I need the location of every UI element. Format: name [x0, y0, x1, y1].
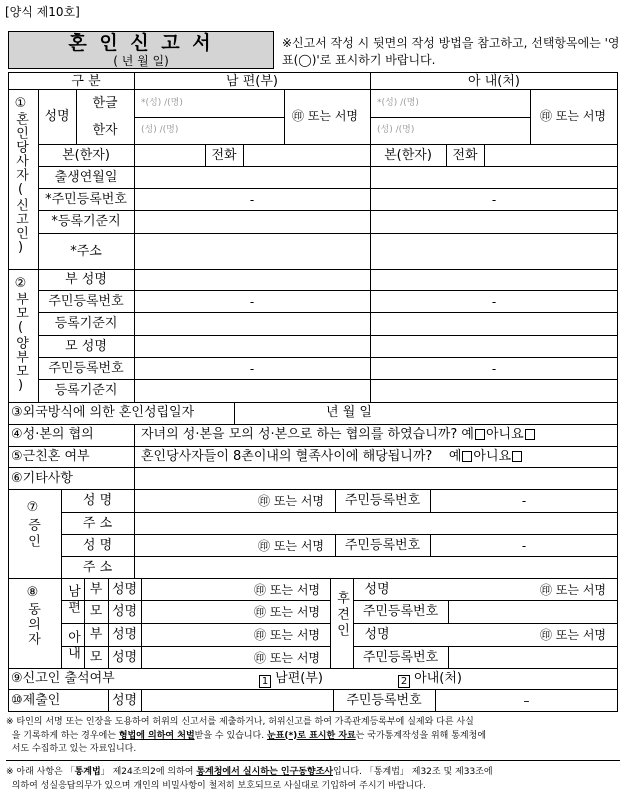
footer-note-penalty: ※ 타인의 서명 또는 인장을 도용하여 허위의 신고서를 제출하거나, 허위신고를 하여 가족관계등록부에 실제와 다른 사실 을 기록하게 하는 경우에는 형법에 의하여 처벌받을 수 있습니다. 눈표(*)로 표시한 자료는 국가통계작성을 위해 통계청에 서도 수집하고 있는 자료입니다.: [6, 717, 487, 754]
mother-wife-rrn-dash: -: [491, 362, 497, 376]
header-husband: 남 편(부): [226, 74, 278, 89]
foreign-marriage-date[interactable]: 년 월 일: [326, 405, 372, 420]
guardian2-name-label: 성명: [364, 627, 390, 642]
consanguinity-yes-checkbox[interactable]: [462, 451, 472, 462]
section8-label: ⑧동의자: [25, 585, 40, 647]
witness1-name-label: 성 명: [82, 493, 113, 508]
s1-addr-label: *주소: [70, 244, 102, 259]
father-husband-rrn-dash: -: [249, 295, 255, 309]
witness2-addr-label: 주 소: [82, 560, 113, 575]
mother-husband-rrn-dash: -: [249, 362, 255, 376]
consent-hm-name-label: 성명: [111, 604, 138, 619]
husband-hangul-field[interactable]: *(성) /(명): [141, 98, 183, 108]
witness2-rrn-dash: -: [521, 539, 527, 553]
s1-rrn-label: *주민등록번호: [45, 192, 127, 207]
guardian1-seal[interactable]: ㊞ 또는 서명: [540, 583, 606, 597]
wife-rrn-dash: -: [491, 193, 497, 207]
guardian2-rrn-label: 주민등록번호: [362, 650, 439, 665]
surname-agreement-question: 자녀의 성·본을 모의 성·본으로 하는 협의를 하였습니까? 예 아니요: [141, 428, 536, 441]
section2-label: ②부모(양부모): [13, 276, 28, 394]
section7-label: ⑦증인: [25, 500, 40, 550]
wife-phone-label: 전화: [452, 148, 478, 163]
consanguinity-question: 혼인당사자들이 8촌이내의 혈족사이에 해당됩니까? 예 아니요: [141, 450, 523, 463]
form-title: 혼 인 신 고 서: [68, 32, 214, 54]
wife-hanja-field[interactable]: (성) /(명): [377, 125, 415, 135]
witness1-seal[interactable]: ㊞ 또는 서명: [258, 494, 324, 508]
footer-note-statistics: ※ 아래 사항은 「통계법」 제24조의2에 의하여 통계청에서 실시하는 인구동향조사입니다. 「통계법」 제32조 및 제33조에 의하여 성실응답의무가 있으며 개인의 비밀사항이 철저히 보호되므로 사실대로 기입하여 주시기 바랍니다.: [6, 767, 493, 791]
guardian1-label: 후견인: [334, 591, 349, 639]
consent-wm-seal[interactable]: ㊞ 또는 서명: [254, 651, 320, 665]
title-box: [8, 31, 274, 69]
father-wife-rrn-dash: -: [491, 295, 497, 309]
consent-hf-label: 부: [89, 582, 103, 597]
s2-father-label: 부 성명: [65, 272, 107, 287]
wife-seal[interactable]: ㊞ 또는 서명: [540, 109, 606, 123]
section6-label: ⑥기타사항: [11, 471, 73, 486]
consent-wife-label: 아내: [65, 630, 80, 662]
witness1-rrn-label: 주민등록번호: [344, 493, 421, 508]
consent-hm-seal[interactable]: ㊞ 또는 서명: [254, 605, 320, 619]
witness2-rrn-label: 주민등록번호: [344, 538, 421, 553]
consent-hf-name-label: 성명: [111, 582, 138, 597]
consent-wf-label: 부: [89, 627, 103, 642]
footer-divider: [6, 760, 620, 761]
wife-hangul-field[interactable]: *(성) /(명): [377, 98, 419, 108]
s1-hanja-label: 한자: [92, 123, 118, 138]
section1-label: ①혼인당사자(신고인): [13, 96, 28, 256]
submitter-rrn-label: 주민등록번호: [346, 693, 422, 708]
guardian2-seal[interactable]: ㊞ 또는 서명: [540, 628, 606, 642]
s1-hangul-label: 한글: [92, 96, 118, 111]
consent-husband-label: 남편: [65, 584, 80, 616]
witness2-seal[interactable]: ㊞ 또는 서명: [258, 539, 324, 553]
s2-mother-rrn-label: 주민등록번호: [48, 361, 124, 376]
guardian1-rrn-label: 주민등록번호: [362, 604, 439, 619]
section10-label: ⑩제출인: [11, 693, 61, 708]
submitter-name-label: 성명: [111, 693, 138, 708]
notice-text: ※신고서 작성 시 뒷면의 작성 방법을 참고하고, 선택항목에는 '영표(◯)'로 표시하기 바랍니다.: [282, 36, 620, 67]
witness2-name-label: 성 명: [82, 538, 113, 553]
husband-phone-label: 전화: [211, 148, 237, 163]
s1-bon-label: 본(한자): [62, 148, 110, 163]
section4-label: ④성·본의 협의: [11, 427, 94, 442]
witness1-rrn-dash: -: [521, 494, 527, 508]
wife-bon-label: 본(한자): [384, 148, 432, 163]
section3-label: ③외국방식에 의한 혼인성립일자: [11, 405, 195, 420]
header-wife: 아 내(처): [468, 74, 520, 89]
section9-label: ⑨신고인 출석여부: [11, 671, 115, 686]
s1-reg-label: *등록기준지: [51, 214, 121, 229]
consent-wm-label: 모: [89, 650, 103, 665]
consent-hf-seal[interactable]: ㊞ 또는 서명: [254, 583, 320, 597]
s2-father-reg-label: 등록기준지: [54, 316, 118, 331]
attendance-option-wife[interactable]: 2 아내(처): [398, 672, 462, 688]
s2-father-rrn-label: 주민등록번호: [48, 294, 124, 309]
form-number: [양식 제10호]: [5, 5, 80, 19]
surname-agreement-yes-checkbox[interactable]: [475, 429, 485, 440]
section5-label: ⑤근친혼 여부: [11, 449, 90, 464]
s1-name-label: 성명: [44, 109, 70, 124]
husband-hanja-field[interactable]: (성) /(명): [141, 125, 179, 135]
consent-wf-seal[interactable]: ㊞ 또는 서명: [254, 628, 320, 642]
husband-rrn-dash: -: [249, 193, 255, 207]
attendance-option-husband[interactable]: 1 남편(부): [259, 672, 323, 688]
witness1-addr-label: 주 소: [82, 516, 113, 531]
submitter-rrn-dash: –: [523, 694, 530, 708]
consent-wm-name-label: 성명: [111, 650, 138, 665]
guardian1-name-label: 성명: [364, 582, 390, 597]
consanguinity-no-checkbox[interactable]: [512, 451, 522, 462]
header-category: 구 분: [71, 74, 101, 89]
s1-birth-label: 출생연월일: [54, 170, 118, 185]
husband-seal[interactable]: ㊞ 또는 서명: [292, 109, 358, 123]
consent-wf-name-label: 성명: [111, 627, 138, 642]
s2-mother-label: 모 성명: [65, 339, 107, 354]
surname-agreement-no-checkbox[interactable]: [525, 429, 535, 440]
form-date-line: ( 년 월 일): [113, 54, 169, 68]
consent-hm-label: 모: [89, 604, 103, 619]
s2-mother-reg-label: 등록기준지: [54, 383, 118, 398]
